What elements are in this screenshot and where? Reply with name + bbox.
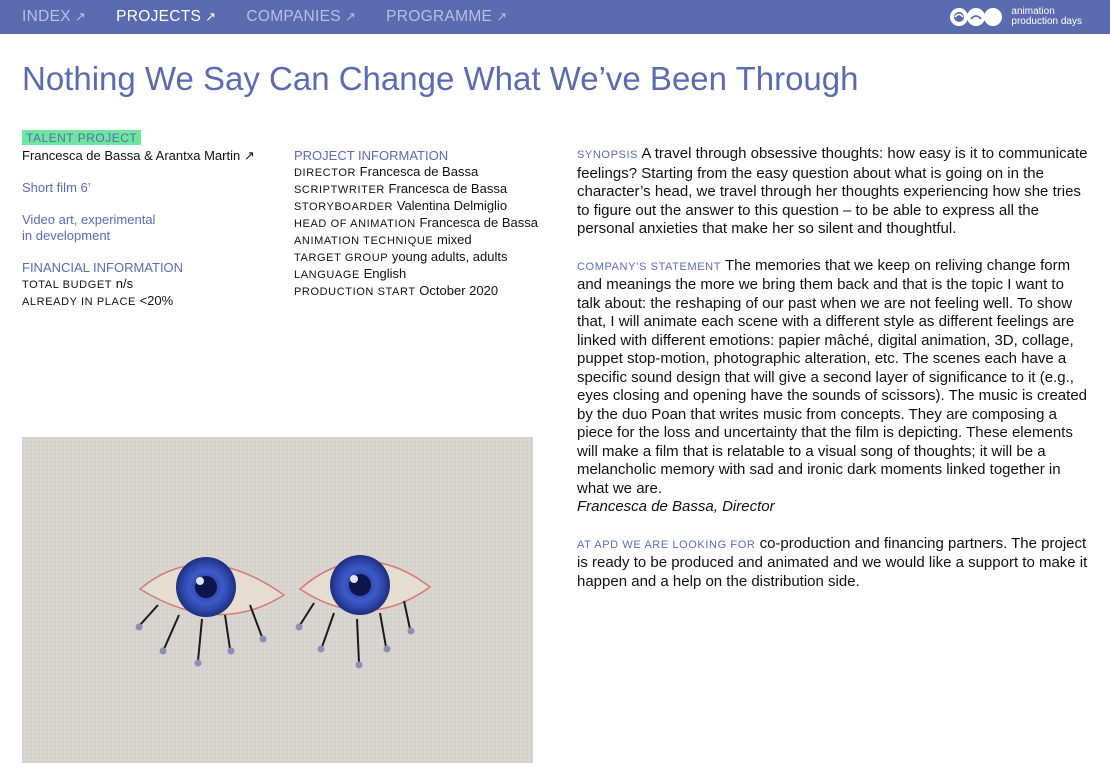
project-information	[294, 148, 564, 300]
total-budget-row	[22, 276, 272, 293]
genre-block	[22, 212, 272, 244]
logo-text-line1: animation	[1011, 6, 1055, 17]
embroidered-eyes-illustration	[22, 437, 533, 763]
arrow-up-right-icon: ↗	[74, 9, 87, 24]
main-nav	[22, 8, 537, 26]
info-value: Valentina Delmiglio	[396, 198, 508, 213]
statement-label: COMPANY’S STATEMENT	[577, 260, 722, 273]
synopsis-text: A travel through obsessive thoughts: how easy is it to communicate feelings? Starting from the easy question about what is going on in the character’s head, we travel through her thoughts experiencing how she tries to figure out the answer to this question – to be able to express all the personal anxieties that make her so silent and thoughtful.	[577, 145, 1088, 237]
nav-link-programme[interactable]	[386, 8, 507, 26]
nav-link-projects[interactable]	[116, 8, 216, 26]
looking-for-label: AT APD WE ARE LOOKING FOR	[577, 538, 756, 551]
arrow-up-right-icon: ↗	[496, 9, 508, 24]
logo-text-line2: production days	[1011, 16, 1082, 27]
statement-text: The memories that we keep on reliving change form and meanings the more we bring them back and that is the topic I want to talk about: the reshaping of our past when we are not feeling well. To show that, I will animate each scene with a different style as different feelings are linked with different emotions: papier mâché, digital animation, 3D, collage, puppet stop-motion, photographic alteration, etc. The scenes each have a specific sound design that will give a second layer of significance to it (e.g., eyes closing and opening have the sounds of scissors). The music is created by the duo Poan that writes music from concepts. They are composing a piece for the loss and uncertainty that the film is depicting. These elements will make a film that is relatable to a visual song of thoughts; it will be a melancholic memory with sad and ironic dark moments linked together in what we are.	[577, 256, 1087, 497]
synopsis-paragraph	[577, 145, 1089, 239]
info-row-animation-technique	[294, 232, 564, 249]
arrow-up-right-icon: ↗	[205, 9, 217, 24]
already-in-place-row	[22, 293, 272, 310]
nav-label: COMPANIES	[246, 8, 341, 25]
format-text: Short film 6’	[22, 180, 91, 195]
info-row-scriptwriter	[294, 181, 564, 198]
apd-logo[interactable]	[949, 6, 1082, 28]
already-in-place-value: <20%	[139, 293, 174, 308]
info-label: STORYBOARDER	[294, 201, 394, 213]
info-value: October 2020	[419, 283, 499, 298]
info-row-head-of-animation	[294, 215, 564, 232]
logo-circles-icon	[949, 6, 1005, 28]
genre-line: Video art, experimental	[22, 212, 156, 227]
nav-label: INDEX	[22, 8, 71, 25]
info-value: Francesca de Bassa	[359, 164, 479, 179]
project-info-heading: PROJECT INFORMATION	[294, 148, 449, 163]
info-label: SCRIPTWRITER	[294, 184, 385, 196]
info-row-storyboarder	[294, 198, 564, 215]
total-budget-label: TOTAL BUDGET	[22, 279, 113, 291]
authors-link[interactable]	[22, 148, 272, 164]
page-title: Nothing We Say Can Change What We’ve Been Through	[22, 60, 859, 97]
nav-link-companies[interactable]	[246, 8, 356, 26]
info-label: TARGET GROUP	[294, 252, 389, 264]
top-nav-bar	[0, 0, 1110, 34]
info-label: ANIMATION TECHNIQUE	[294, 235, 434, 247]
info-value: Francesca de Bassa	[388, 181, 508, 196]
nav-link-index[interactable]	[22, 8, 86, 26]
financial-heading: FINANCIAL INFORMATION	[22, 260, 184, 275]
looking-for-text: co-production and financing partners. The project is ready to be produced and animated and we would like a support to make it happen and a help on the distribution side.	[577, 534, 1088, 590]
info-row-production-start	[294, 283, 564, 300]
statement-signature: Francesca de Bassa, Director	[577, 498, 775, 515]
info-row-director	[294, 164, 564, 181]
info-row-target-group	[294, 249, 564, 266]
info-value: young adults, adults	[391, 249, 508, 264]
info-value: Francesca de Bassa	[419, 215, 538, 230]
arrow-up-right-icon: ↗	[344, 9, 357, 24]
logo-text	[1011, 7, 1082, 27]
project-texts	[577, 145, 1089, 609]
info-label: LANGUAGE	[294, 269, 360, 281]
authors-text: Francesca de Bassa & Arantxa Martin	[22, 148, 241, 163]
genre-status: in development	[22, 228, 111, 243]
statement-paragraph	[577, 257, 1089, 517]
nav-label: PROJECTS	[116, 8, 202, 25]
nav-label: PROGRAMME	[386, 8, 493, 25]
already-in-place-label: ALREADY IN PLACE	[22, 296, 136, 308]
info-label: DIRECTOR	[294, 167, 357, 179]
total-budget-value: n/s	[115, 276, 134, 291]
info-label: HEAD OF ANIMATION	[294, 218, 416, 230]
financial-info	[22, 260, 272, 310]
project-summary	[22, 130, 272, 310]
category-badge: TALENT PROJECT	[22, 130, 141, 145]
info-value: mixed	[436, 232, 472, 247]
synopsis-label: SYNOPSIS	[577, 149, 639, 161]
info-row-language	[294, 266, 564, 283]
info-label: PRODUCTION START	[294, 286, 416, 298]
info-value: English	[363, 266, 407, 281]
project-still-image	[22, 437, 533, 763]
looking-for-paragraph	[577, 535, 1089, 592]
arrow-up-right-icon: ↗	[243, 148, 255, 163]
